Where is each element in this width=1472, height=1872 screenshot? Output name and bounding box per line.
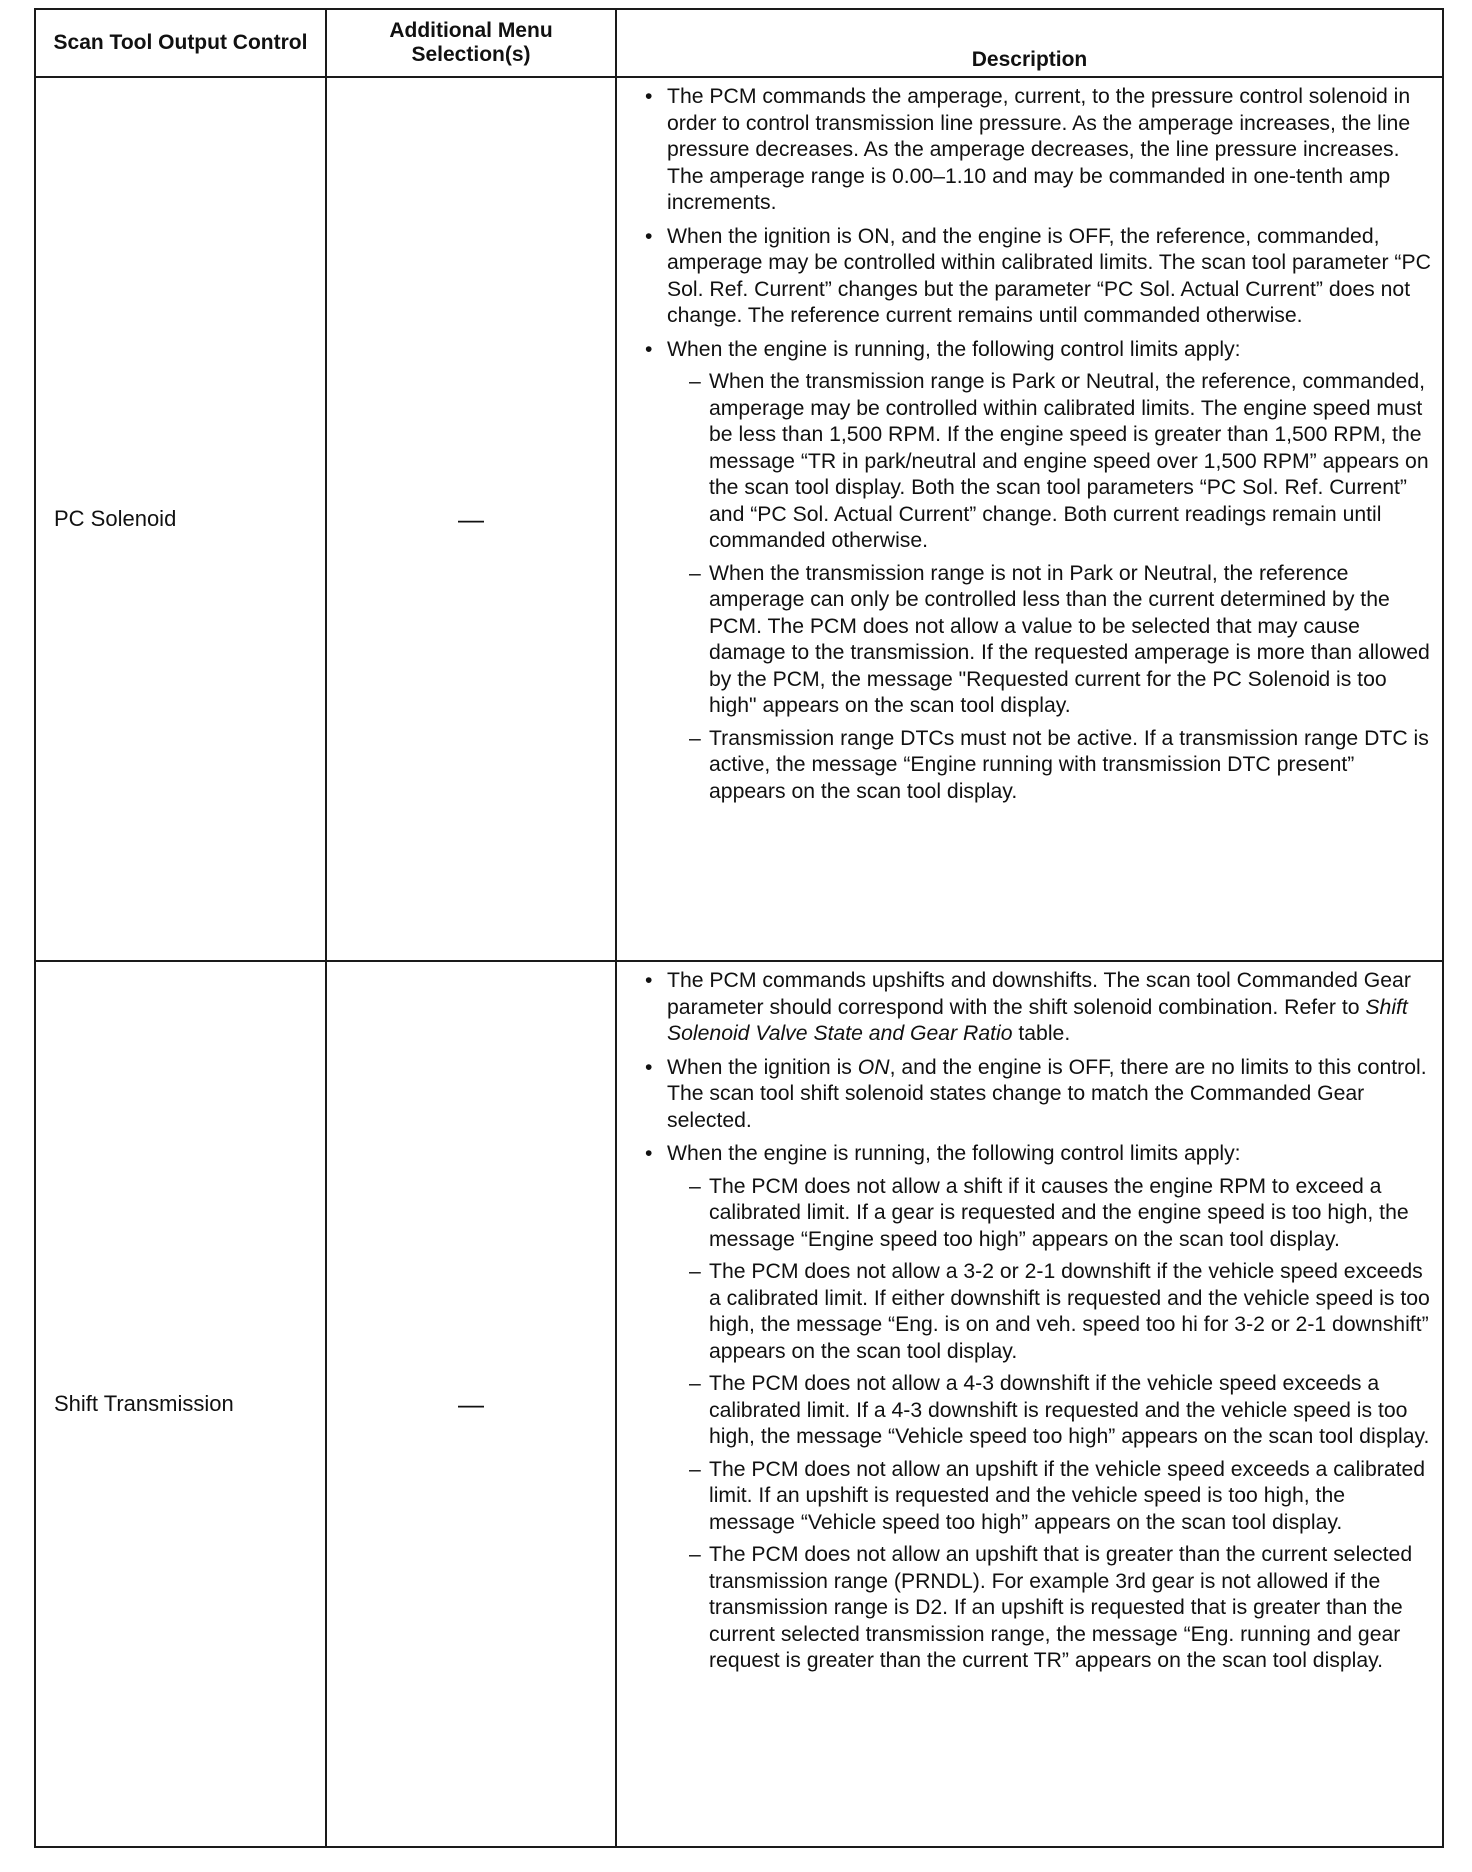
bullet-text: The PCM commands upshifts and downshifts. The scan tool Commanded Gear parameter should correspond with the shift solenoid combination. Refer to [667,969,1411,1019]
sub-item: – The PCM does not allow a shift if it causes the engine RPM to exceed a calibrated limit. If a gear is requested and the engine speed is too high, the message “Engine speed too high” appears on the scan tool display. [689,1174,1434,1254]
table-row-pc-solenoid [35,77,1443,961]
pc-solenoid-bullet-list [645,84,1434,805]
control-name-pc-solenoid: PC Solenoid [35,77,326,961]
bullet-item [645,968,1434,1048]
bullet-item [645,1141,1434,1675]
shift-transmission-bullet-list [645,968,1434,1675]
bullet-item-text: When the engine is running, the following control limits apply: [667,1142,1241,1165]
bullet-item: • When the ignition is ON, and the engine is OFF, the reference, commanded, amperage may be controlled within calibrated limits. The scan tool parameter “PC Sol. Ref. Current” changes but the parameter “PC Sol. Actual Current” does not change. The reference current remains until commanded otherwise. [645,224,1434,330]
menu-selection-pc-solenoid: — [326,77,616,961]
bullet-item-text: When the engine is running, the following control limits apply: [667,337,1241,361]
bullet-text: table. [1012,1022,1071,1045]
table-reference: Shift Solenoid Valve State and Gear Ratio [667,995,1408,1045]
pc-solenoid-sub-list [667,369,1434,805]
control-name-shift-transmission: Shift Transmission [35,961,326,1847]
bullet-text: , and the engine is OFF, there are no limits to this control. The scan tool shift solenoid states change to match the Commanded Gear selected. [667,1055,1427,1132]
table-header-row [35,9,1443,77]
sub-item: – Transmission range DTCs must not be active. If a transmission range DTC is active, the message “Engine running with transmission DTC present” appears on the scan tool display. [689,726,1434,806]
output-control-table [34,8,1444,1848]
header-additional-menu-selections: Additional Menu Selection(s) [326,9,616,77]
bullet-item [645,1055,1434,1135]
sub-item: – When the transmission range is Park or Neutral, the reference, commanded, amperage may be controlled within calibrated limits. The engine speed must be less than 1,500 RPM. If the engine speed is greater than 1,500 RPM, the message “TR in park/neutral and engine speed over 1,500 RPM” appears on the scan tool display. Both the scan tool parameters “PC Sol. Ref. Current” and “PC Sol. Actual Current” change. Both current readings remain until commanded otherwise. [689,369,1434,555]
bullet-text: When the ignition is [667,1055,858,1079]
description-pc-solenoid [616,77,1443,961]
bullet-item [645,337,1434,806]
header-scan-tool-output-control: Scan Tool Output Control [35,9,326,77]
ignition-state: ON [857,1055,890,1079]
table-row-shift-transmission [35,961,1443,1847]
sub-item: – The PCM does not allow a 4-3 downshift if the vehicle speed exceeds a calibrated limit. If a 4-3 downshift is requested and the vehicle speed is too high, the message “Vehicle speed too high” appears on the scan tool display. [689,1371,1434,1451]
header-description: Description [616,9,1443,77]
sub-item: – The PCM does not allow an upshift if the vehicle speed exceeds a calibrated limit. If an upshift is requested and the vehicle speed is too high, the message “Vehicle speed too high” appears on the scan tool display. [689,1457,1434,1537]
sub-item: – The PCM does not allow a 3-2 or 2-1 downshift if the vehicle speed exceeds a calibrated limit. If either downshift is requested and the vehicle speed is too high, the message “Eng. is on and veh. speed too hi for 3-2 or 2-1 downshift” appears on the scan tool display. [689,1259,1434,1365]
sub-item: – The PCM does not allow an upshift that is greater than the current selected transmission range (PRNDL). For example 3rd gear is not allowed if the transmission range is D2. If an upshift is requested that is greater than the current selected transmission range, the message “Eng. running and gear request is greater than the current TR” appears on the scan tool display. [689,1542,1434,1675]
menu-selection-shift-transmission: — [326,961,616,1847]
sub-item: – When the transmission range is not in Park or Neutral, the reference amperage can only be controlled less than the current determined by the PCM. The PCM does not allow a value to be selected that may cause damage to the transmission. If the requested amperage is more than allowed by the PCM, the message "Requested current for the PC Solenoid is too high" appears on the scan tool display. [689,561,1434,720]
bullet-item: • The PCM commands the amperage, current, to the pressure control solenoid in order to control transmission line pressure. As the amperage increases, the line pressure decreases. As the amperage decreases, the line pressure increases. The amperage range is 0.00–1.10 and may be commanded in one-tenth amp increments. [645,84,1434,217]
shift-transmission-sub-list [667,1174,1434,1675]
description-shift-transmission [616,961,1443,1847]
